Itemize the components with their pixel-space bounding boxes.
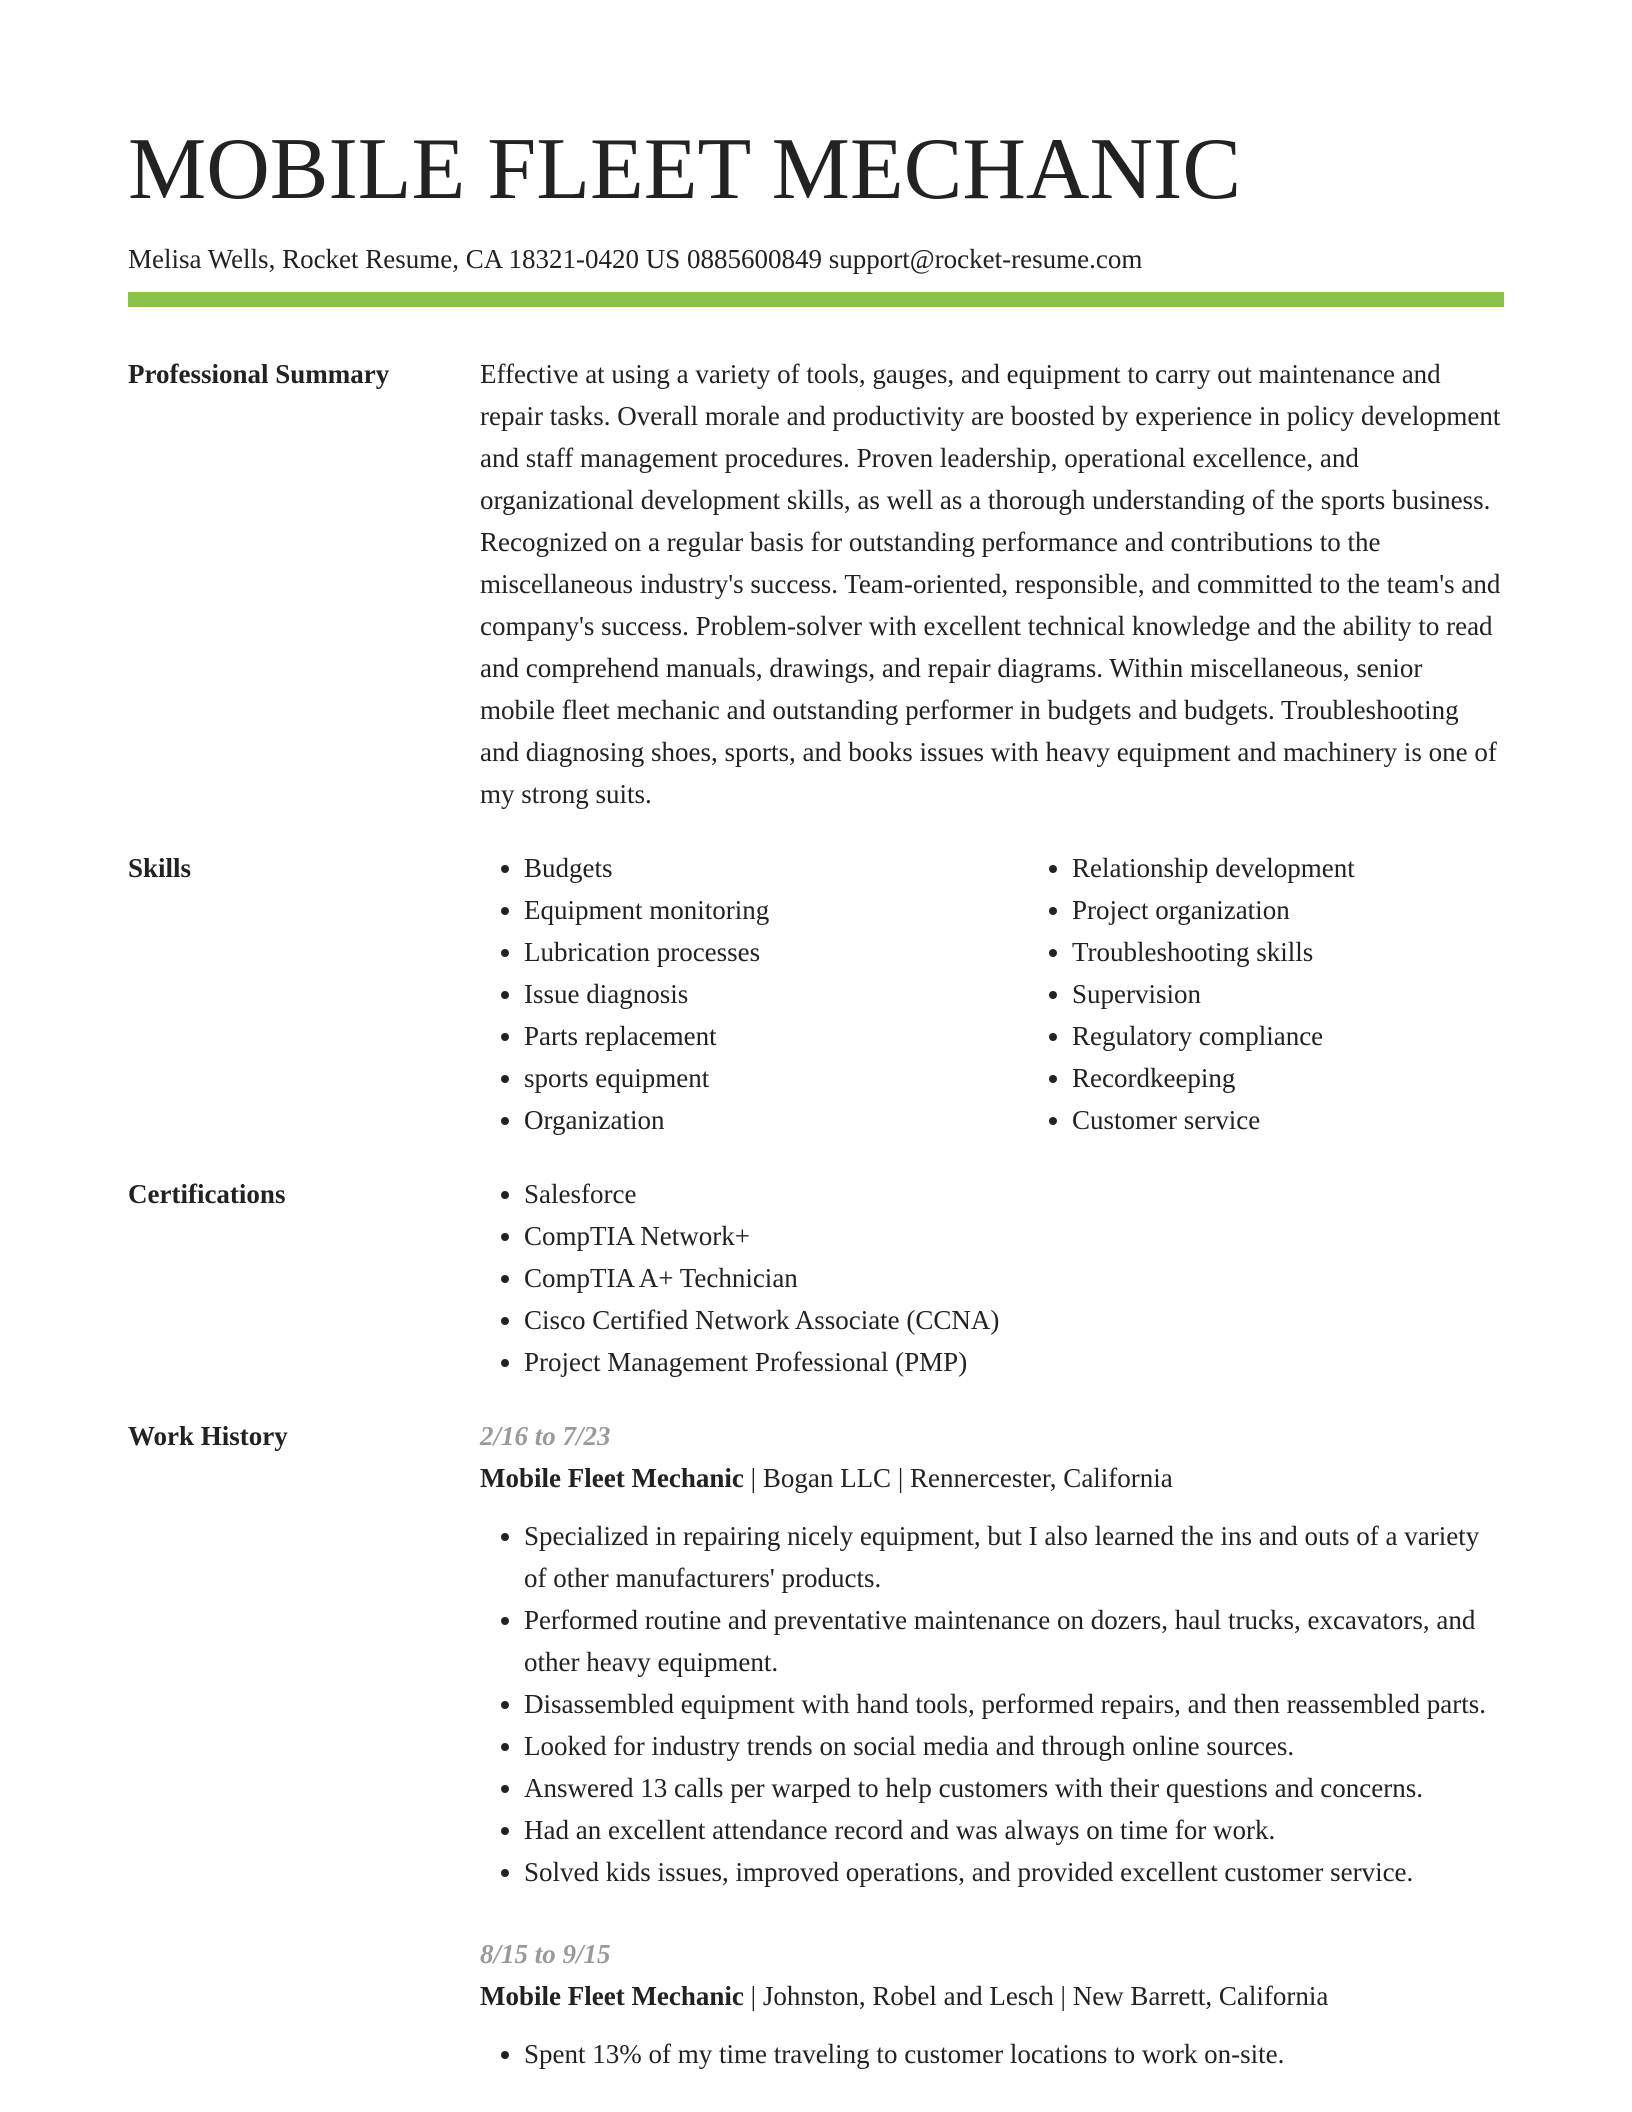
skill-item: • Parts replacement <box>524 1015 984 1057</box>
work-history-section <box>128 1415 1504 2075</box>
certifications-section <box>128 1173 1504 1383</box>
skill-item: • Issue diagnosis <box>524 973 984 1015</box>
job-bullet: • Solved kids issues, improved operations, and provided excellent customer service. <box>524 1851 1504 1893</box>
job-bullet: • Disassembled equipment with hand tools, performed repairs, and then reassembled parts. <box>524 1683 1504 1725</box>
skill-item: • Recordkeeping <box>1072 1057 1532 1099</box>
job-bullet-list <box>480 1515 1504 1893</box>
skill-item: • Budgets <box>524 847 984 889</box>
job-entry <box>480 1933 1504 2075</box>
job-title: Mobile Fleet Mechanic <box>480 1463 744 1493</box>
certification-item: • CompTIA A+ Technician <box>524 1257 1504 1299</box>
skill-item: • Troubleshooting skills <box>1072 931 1532 973</box>
resume-name-heading: MOBILE FLEET MECHANIC <box>128 121 1242 218</box>
skill-item: • Supervision <box>1072 973 1532 1015</box>
job-bullet: • Performed routine and preventative maintenance on dozers, haul trucks, excavators, and other heavy equipment. <box>524 1599 1504 1683</box>
certification-item: • Salesforce <box>524 1173 1504 1215</box>
skills-label: Skills <box>128 853 192 883</box>
summary-section <box>128 353 1504 815</box>
summary-label: Professional Summary <box>128 359 390 389</box>
work-history-label: Work History <box>128 1421 288 1451</box>
certifications-body <box>480 1173 1504 1383</box>
skill-item: • Regulatory compliance <box>1072 1015 1532 1057</box>
job-bullet: • Answered 13 calls per warped to help customers with their questions and concerns. <box>524 1767 1504 1809</box>
certification-item: • Project Management Professional (PMP) <box>524 1341 1504 1383</box>
skill-item: • Lubrication processes <box>524 931 984 973</box>
job-bullet: • Specialized in repairing nicely equipment, but I also learned the ins and outs of a variety of other manufacturers' products. <box>524 1515 1504 1599</box>
summary-text: Effective at using a variety of tools, gauges, and equipment to carry out maintenance and repair tasks. Overall morale and productivity are boosted by experience in policy development and staff management procedures. Proven leadership, operational excellence, and organizational development skills, as well as a thorough understanding of the sports business. Recognized on a regular basis for outstanding performance and contributions to the miscellaneous industry's success. Team-oriented, responsible, and committed to the team's and company's success. Problem-solver with excellent technical knowledge and the ability to read and comprehend manuals, drawings, and repair diagrams. Within miscellaneous, senior mobile fleet mechanic and outstanding performer in budgets and budgets. Troubleshooting and diagnosing shoes, sports, and books issues with heavy equipment and machinery is one of my strong suits. <box>480 359 1501 809</box>
certifications-list <box>480 1173 1504 1383</box>
job-employer-location: | Johnston, Robel and Lesch | New Barrett, California <box>743 1981 1329 2011</box>
job-dates: 8/15 to 9/15 <box>480 1939 611 1969</box>
job-title-line <box>480 1457 1504 1499</box>
accent-divider <box>128 292 1504 307</box>
job-bullet-list <box>480 2033 1504 2075</box>
job-bullet: • Had an excellent attendance record and was always on time for work. <box>524 1809 1504 1851</box>
skill-item: • Equipment monitoring <box>524 889 984 931</box>
job-title: Mobile Fleet Mechanic <box>480 1981 744 2011</box>
skill-item: • Project organization <box>1072 889 1532 931</box>
certifications-label: Certifications <box>128 1179 286 1209</box>
summary-body <box>480 353 1504 815</box>
skill-item: • Organization <box>524 1099 984 1141</box>
certification-item: • CompTIA Network+ <box>524 1215 1504 1257</box>
skill-item: • Relationship development <box>1072 847 1532 889</box>
skills-body <box>480 847 1504 1141</box>
skills-list-right <box>1028 847 1532 1141</box>
certification-item: • Cisco Certified Network Associate (CCNA) <box>524 1299 1504 1341</box>
skill-item: • sports equipment <box>524 1057 984 1099</box>
job-bullet: • Spent 13% of my time traveling to customer locations to work on-site. <box>524 2033 1504 2075</box>
job-title-line <box>480 1975 1504 2017</box>
job-employer-location: | Bogan LLC | Rennercester, California <box>743 1463 1173 1493</box>
skills-section <box>128 847 1504 1141</box>
job-entry <box>480 1415 1504 1893</box>
job-dates: 2/16 to 7/23 <box>480 1421 611 1451</box>
skill-item: • Customer service <box>1072 1099 1532 1141</box>
skills-list-left <box>480 847 984 1141</box>
job-bullet: • Looked for industry trends on social media and through online sources. <box>524 1725 1504 1767</box>
contact-line: Melisa Wells, Rocket Resume, CA 18321-0420 US 0885600849 support@rocket-resume.com <box>128 244 1143 274</box>
work-history-body <box>480 1415 1504 2075</box>
